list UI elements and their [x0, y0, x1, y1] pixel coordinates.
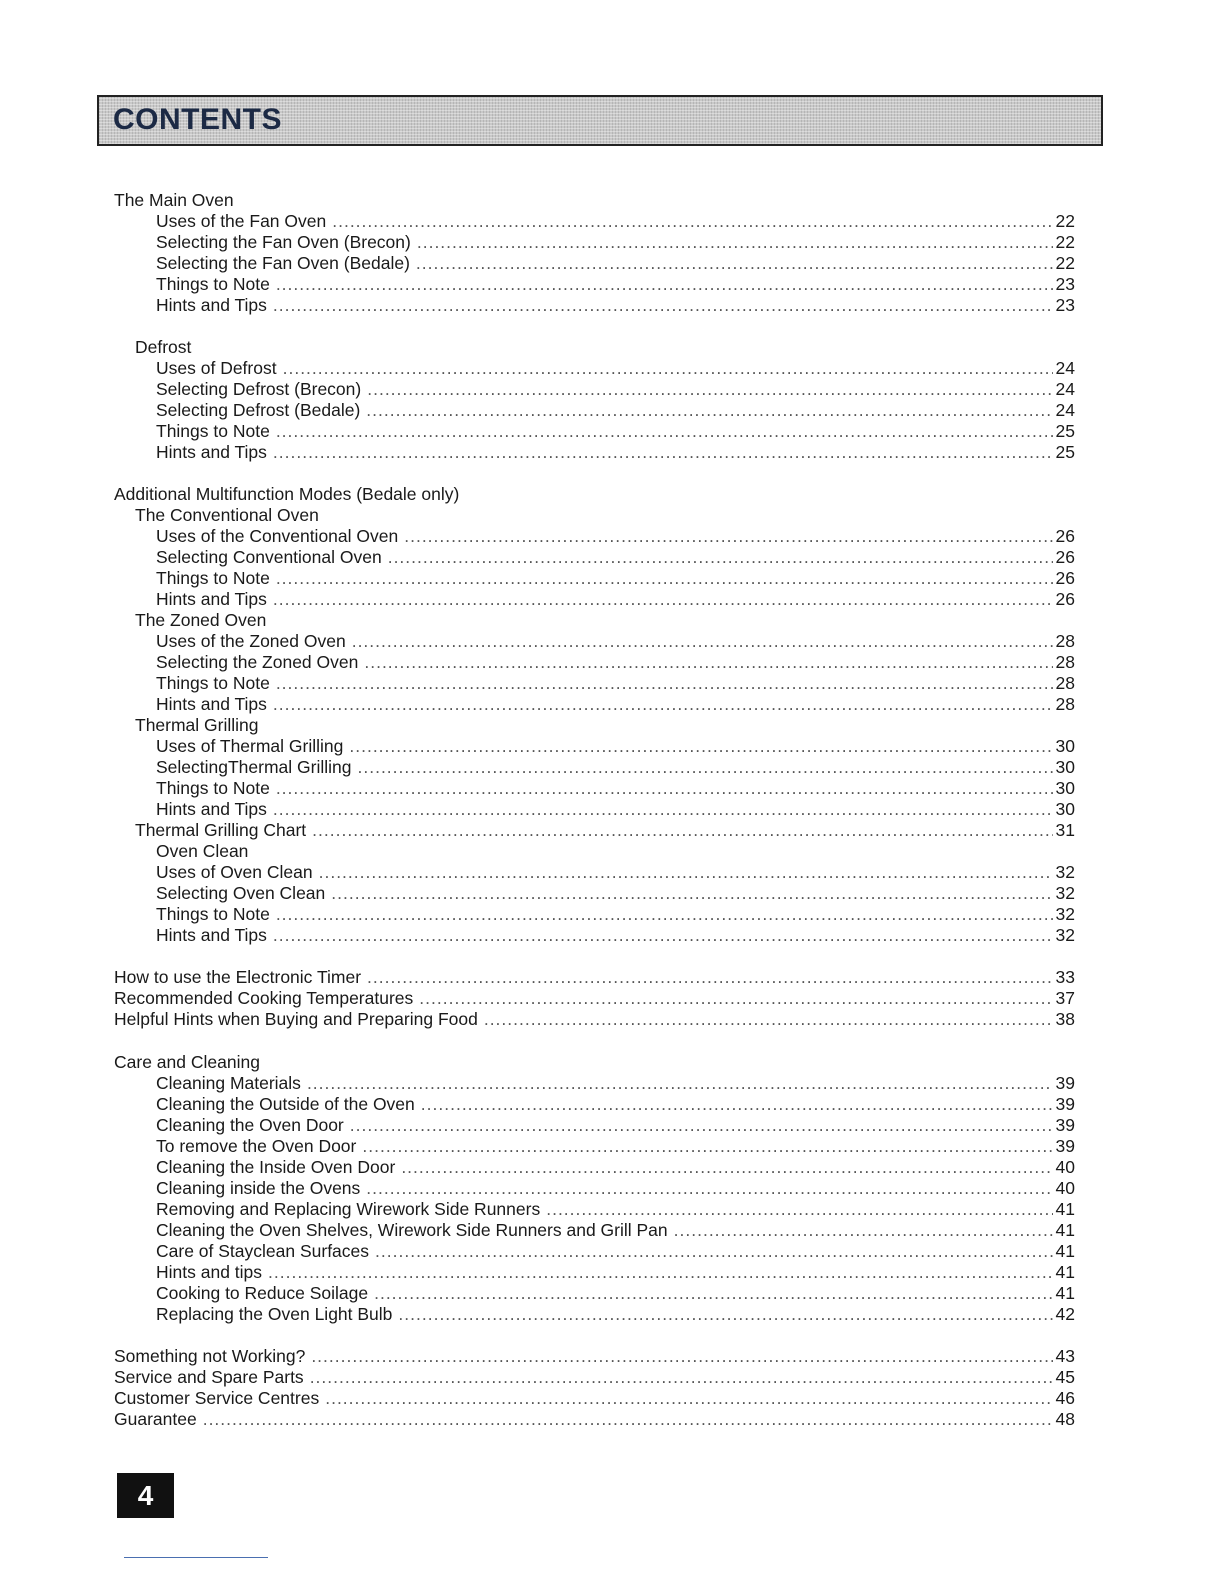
toc-entry-page-number: 25 — [1055, 421, 1075, 441]
toc-entry-page-number: 37 — [1055, 988, 1075, 1008]
toc-entry-page-number: 45 — [1055, 1367, 1075, 1387]
toc-entry — [114, 1367, 1075, 1388]
toc-entry-label: Uses of Thermal Grilling — [156, 736, 344, 756]
toc-entry-page-number: 26 — [1055, 526, 1075, 546]
toc-entry-label: Defrost — [135, 337, 192, 357]
toc-entry-label: Things to Note — [156, 274, 270, 294]
toc-entry-label: Cleaning the Inside Oven Door — [156, 1157, 396, 1177]
toc-entry-label: Cooking to Reduce Soilage — [156, 1283, 369, 1303]
dot-leader — [268, 1262, 1053, 1283]
toc-entry-label: Replacing the Oven Light Bulb — [156, 1304, 393, 1324]
dot-leader — [674, 1220, 1053, 1241]
toc-entry — [156, 400, 1075, 421]
toc-entry — [135, 820, 1075, 841]
toc-entry-page-number: 31 — [1055, 820, 1075, 840]
toc-entry-label: Hints and Tips — [156, 799, 267, 819]
toc-entry-page-number: 26 — [1055, 589, 1075, 609]
dot-leader — [349, 736, 1053, 757]
toc-entry-page-number: 22 — [1055, 253, 1075, 273]
toc-entry-page-number: 42 — [1055, 1304, 1075, 1324]
toc-entry-page-number: 41 — [1055, 1262, 1075, 1282]
toc-section-heading — [114, 190, 234, 211]
toc-entry-label: Something not Working? — [114, 1346, 306, 1366]
toc-entry — [156, 1283, 1075, 1304]
toc-entry — [156, 1073, 1075, 1094]
toc-entry — [156, 253, 1075, 274]
dot-leader — [404, 526, 1053, 547]
dot-leader — [311, 1346, 1053, 1367]
dot-leader — [283, 358, 1053, 379]
toc-entry — [156, 757, 1075, 778]
toc-entry-page-number: 39 — [1055, 1115, 1075, 1135]
dot-leader — [366, 400, 1053, 421]
dot-leader — [319, 862, 1053, 883]
toc-entry — [156, 1304, 1075, 1325]
toc-entry — [156, 652, 1075, 673]
dot-leader — [276, 673, 1053, 694]
toc-entry-page-number: 28 — [1055, 694, 1075, 714]
toc-entry-label: Thermal Grilling Chart — [135, 820, 307, 840]
toc-entry-label: Hints and Tips — [156, 442, 267, 462]
toc-section-heading — [135, 337, 191, 358]
dot-leader — [352, 631, 1053, 652]
toc-section-heading — [114, 484, 459, 505]
toc-entry-label: Thermal Grilling — [135, 715, 259, 735]
toc-entry-label: Selecting Defrost (Bedale) — [156, 400, 361, 420]
dot-leader — [366, 1178, 1053, 1199]
toc-entry-page-number: 23 — [1055, 274, 1075, 294]
toc-entry-label: Selecting Oven Clean — [156, 883, 326, 903]
toc-entry-label: Customer Service Centres — [114, 1388, 320, 1408]
dot-leader — [276, 274, 1053, 295]
dot-leader — [375, 1241, 1053, 1262]
toc-entry-label: SelectingThermal Grilling — [156, 757, 352, 777]
toc-entry-page-number: 30 — [1055, 757, 1075, 777]
toc-entry-label: Hints and Tips — [156, 925, 267, 945]
toc-entry — [156, 568, 1075, 589]
toc-entry-page-number: 26 — [1055, 547, 1075, 567]
dot-leader — [203, 1409, 1053, 1430]
toc-entry — [114, 1009, 1075, 1030]
toc-entry-label: How to use the Electronic Timer — [114, 967, 362, 987]
toc-entry — [156, 421, 1075, 442]
toc-entry — [156, 1115, 1075, 1136]
dot-leader — [546, 1199, 1053, 1220]
toc-entry-page-number: 41 — [1055, 1241, 1075, 1261]
toc-entry-label: Uses of the Conventional Oven — [156, 526, 399, 546]
toc-entry-label: Things to Note — [156, 421, 270, 441]
toc-entry-page-number: 40 — [1055, 1157, 1075, 1177]
dot-leader — [367, 379, 1053, 400]
toc-section-heading — [135, 505, 319, 526]
dot-leader — [350, 1115, 1053, 1136]
toc-entry — [156, 778, 1075, 799]
toc-entry — [156, 799, 1075, 820]
toc-entry-label: Uses of Oven Clean — [156, 862, 313, 882]
dot-leader — [307, 1073, 1053, 1094]
toc-entry-page-number: 41 — [1055, 1199, 1075, 1219]
toc-entry-page-number: 33 — [1055, 967, 1075, 987]
toc-entry-label: Cleaning inside the Ovens — [156, 1178, 361, 1198]
toc-entry — [156, 295, 1075, 316]
toc-entry-page-number: 39 — [1055, 1094, 1075, 1114]
toc-entry-page-number: 28 — [1055, 652, 1075, 672]
toc-entry — [156, 925, 1075, 946]
dot-leader — [398, 1304, 1053, 1325]
toc-entry-page-number: 22 — [1055, 232, 1075, 252]
dot-leader — [421, 1094, 1053, 1115]
toc-entry-label: Selecting Defrost (Brecon) — [156, 379, 362, 399]
toc-entry-label: Recommended Cooking Temperatures — [114, 988, 414, 1008]
toc-entry — [156, 736, 1075, 757]
toc-entry-page-number: 24 — [1055, 358, 1075, 378]
toc-entry-page-number: 48 — [1055, 1409, 1075, 1429]
toc-entry-page-number: 30 — [1055, 778, 1075, 798]
toc-entry — [156, 1220, 1075, 1241]
dot-leader — [312, 820, 1053, 841]
toc-entry-label: Care and Cleaning — [114, 1052, 260, 1072]
toc-section-heading — [114, 1052, 260, 1073]
footer-rule — [124, 1557, 268, 1558]
toc-entry-page-number: 32 — [1055, 883, 1075, 903]
toc-entry-label: Hints and Tips — [156, 589, 267, 609]
toc-entry — [156, 1136, 1075, 1157]
toc-entry-label: The Conventional Oven — [135, 505, 319, 525]
toc-entry-label: Cleaning the Oven Door — [156, 1115, 344, 1135]
dot-leader — [273, 442, 1053, 463]
dot-leader — [325, 1388, 1053, 1409]
toc-entry-page-number: 32 — [1055, 925, 1075, 945]
toc-entry — [156, 631, 1075, 652]
toc-entry — [156, 1178, 1075, 1199]
dot-leader — [276, 421, 1053, 442]
dot-leader — [331, 883, 1053, 904]
dot-leader — [416, 253, 1053, 274]
dot-leader — [276, 904, 1053, 925]
toc-entry — [156, 1262, 1075, 1283]
toc-entry-page-number: 41 — [1055, 1283, 1075, 1303]
toc-entry-label: Selecting Conventional Oven — [156, 547, 382, 567]
toc-section-heading — [135, 715, 259, 736]
toc-entry-label: Uses of Defrost — [156, 358, 277, 378]
dot-leader — [273, 694, 1053, 715]
dot-leader — [273, 799, 1053, 820]
toc-entry-page-number: 24 — [1055, 400, 1075, 420]
dot-leader — [358, 757, 1054, 778]
toc-entry-label: Things to Note — [156, 778, 270, 798]
toc-entry — [114, 1409, 1075, 1430]
page-number-badge: 4 — [117, 1473, 174, 1518]
toc-entry — [156, 232, 1075, 253]
dot-leader — [273, 589, 1053, 610]
toc-entry-page-number: 30 — [1055, 799, 1075, 819]
toc-entry-label: Removing and Replacing Wirework Side Runners — [156, 1199, 541, 1219]
toc-entry — [156, 883, 1075, 904]
toc-entry — [156, 1199, 1075, 1220]
toc-entry-label: Guarantee — [114, 1409, 197, 1429]
dot-leader — [310, 1367, 1053, 1388]
dot-leader — [417, 232, 1053, 253]
toc-entry-page-number: 46 — [1055, 1388, 1075, 1408]
toc-entry — [156, 1094, 1075, 1115]
toc-entry-page-number: 39 — [1055, 1073, 1075, 1093]
dot-leader — [276, 778, 1053, 799]
toc-section-heading — [135, 610, 266, 631]
toc-entry-label: Uses of the Zoned Oven — [156, 631, 346, 651]
dot-leader — [364, 652, 1053, 673]
toc-entry-label: Hints and Tips — [156, 295, 267, 315]
toc-entry-page-number: 32 — [1055, 904, 1075, 924]
toc-entry-page-number: 40 — [1055, 1178, 1075, 1198]
toc-entry-label: Hints and Tips — [156, 694, 267, 714]
dot-leader — [374, 1283, 1053, 1304]
toc-entry-label: Cleaning Materials — [156, 1073, 301, 1093]
toc-entry — [156, 442, 1075, 463]
toc-entry-label: Hints and tips — [156, 1262, 263, 1282]
dot-leader — [484, 1009, 1053, 1030]
toc-entry — [156, 1157, 1075, 1178]
toc-entry-label: Things to Note — [156, 904, 270, 924]
toc-entry-label: Selecting the Fan Oven (Bedale) — [156, 253, 410, 273]
page-title: CONTENTS — [113, 103, 282, 136]
toc-entry — [156, 904, 1075, 925]
toc-entry — [114, 1346, 1075, 1367]
dot-leader — [332, 211, 1053, 232]
toc-entry-label: Oven Clean — [156, 841, 249, 861]
toc-entry-page-number: 38 — [1055, 1009, 1075, 1029]
toc-entry — [156, 274, 1075, 295]
toc-entry-page-number: 39 — [1055, 1136, 1075, 1156]
toc-entry-label: Things to Note — [156, 673, 270, 693]
toc-entry — [156, 589, 1075, 610]
dot-leader — [362, 1136, 1053, 1157]
toc-entry-label: Things to Note — [156, 568, 270, 588]
toc-entry-page-number: 43 — [1055, 1346, 1075, 1366]
toc-entry-page-number: 41 — [1055, 1220, 1075, 1240]
dot-leader — [419, 988, 1053, 1009]
toc-entry — [156, 547, 1075, 568]
toc-entry-page-number: 25 — [1055, 442, 1075, 462]
dot-leader — [273, 925, 1053, 946]
toc-entry — [156, 673, 1075, 694]
toc-entry-page-number: 30 — [1055, 736, 1075, 756]
dot-leader — [388, 547, 1053, 568]
toc-entry — [156, 1241, 1075, 1262]
dot-leader — [273, 295, 1053, 316]
dot-leader — [401, 1157, 1053, 1178]
toc-entry-page-number: 24 — [1055, 379, 1075, 399]
toc-entry-page-number: 23 — [1055, 295, 1075, 315]
toc-entry-label: Cleaning the Outside of the Oven — [156, 1094, 415, 1114]
toc-entry — [114, 967, 1075, 988]
dot-leader — [367, 967, 1053, 988]
toc-entry-page-number: 28 — [1055, 631, 1075, 651]
toc-entry-label: Selecting the Fan Oven (Brecon) — [156, 232, 411, 252]
toc-entry — [156, 379, 1075, 400]
toc-entry-label: Cleaning the Oven Shelves, Wirework Side Runners and Grill Pan — [156, 1220, 668, 1240]
toc-entry-page-number: 28 — [1055, 673, 1075, 693]
toc-entry — [156, 694, 1075, 715]
toc-entry — [156, 211, 1075, 232]
toc-entry-label: The Main Oven — [114, 190, 234, 210]
toc-entry — [156, 862, 1075, 883]
toc-entry-page-number: 22 — [1055, 211, 1075, 231]
toc-entry-label: Uses of the Fan Oven — [156, 211, 327, 231]
toc-entry-label: Service and Spare Parts — [114, 1367, 304, 1387]
toc-entry-label: To remove the Oven Door — [156, 1136, 357, 1156]
toc-section-heading — [156, 841, 248, 862]
toc-entry-label: Additional Multifunction Modes (Bedale only) — [114, 484, 460, 504]
toc-entry — [156, 358, 1075, 379]
toc-entry-label: Helpful Hints when Buying and Preparing Food — [114, 1009, 478, 1029]
dot-leader — [276, 568, 1053, 589]
toc-entry — [114, 1388, 1075, 1409]
toc-entry — [156, 526, 1075, 547]
toc-entry-label: The Zoned Oven — [135, 610, 267, 630]
toc-entry — [114, 988, 1075, 1009]
toc-entry-page-number: 32 — [1055, 862, 1075, 882]
toc-entry-label: Care of Stayclean Surfaces — [156, 1241, 370, 1261]
toc-entry-label: Selecting the Zoned Oven — [156, 652, 359, 672]
toc-entry-page-number: 26 — [1055, 568, 1075, 588]
